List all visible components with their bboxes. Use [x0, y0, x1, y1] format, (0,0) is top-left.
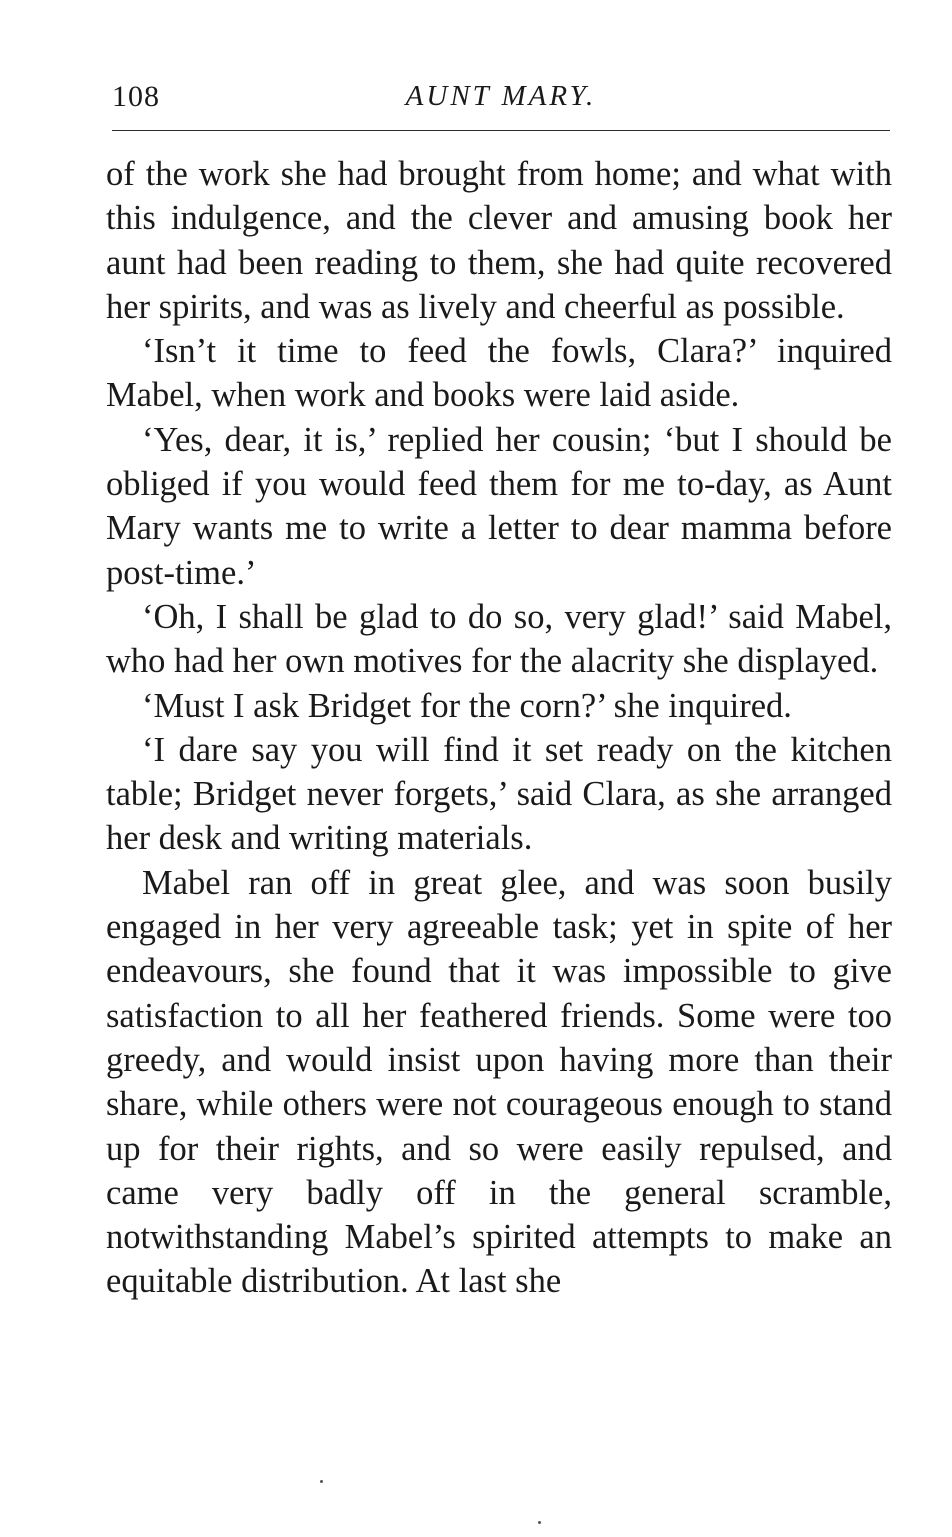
- paragraph-4: ‘Oh, I shall be glad to do so, very glad!’ said Mabel, who had her own motives for the alacrity she displayed.: [106, 597, 892, 681]
- body-text: [106, 152, 892, 1304]
- paragraph-2: ‘Isn’t it time to feed the fowls, Clara?’ inquired Mabel, when work and books were laid aside.: [106, 332, 892, 415]
- paragraph-7: Mabel ran off in great glee, and was soon busily engaged in her very agreeable task; yet in spite of her endeavours, she found that it was impossible to give satisfaction to all her feathered friends. Some were too greedy, and would insist upon having more than their share, while others were not courageous enough to stand up for their rights, and so were easily repulsed, and came very badly off in the general scramble, notwithstanding Mabel’s spirited attempts to make an equitable distribution. At last she: [106, 863, 892, 1301]
- paragraph-3: ‘Yes, dear, it is,’ replied her cousin; ‘but I should be obliged if you would feed them for me to-day, as Aunt Mary wants me to write a letter to dear mamma before post-time.’: [106, 420, 892, 592]
- running-title: AUNT MARY.: [405, 80, 597, 112]
- paragraph-1: of the work she had brought from home; and what with this indulgence, and the clever and amusing book her aunt had been reading to them, she had quite recovered her spirits, and was as lively and cheerful as possible.: [106, 155, 892, 326]
- paragraph-5: ‘Must I ask Bridget for the corn?’ she inquired.: [142, 686, 792, 725]
- page-header: [112, 80, 890, 120]
- paragraph-6: ‘I dare say you will find it set ready on the kitchen table; Bridget never forgets,’ said Clara, as she arranged her desk and writing materials.: [106, 730, 892, 858]
- paper-speck: [320, 1480, 323, 1483]
- paper-speck: [538, 1521, 541, 1524]
- header-rule: [112, 130, 890, 131]
- page-number: 108: [112, 80, 160, 113]
